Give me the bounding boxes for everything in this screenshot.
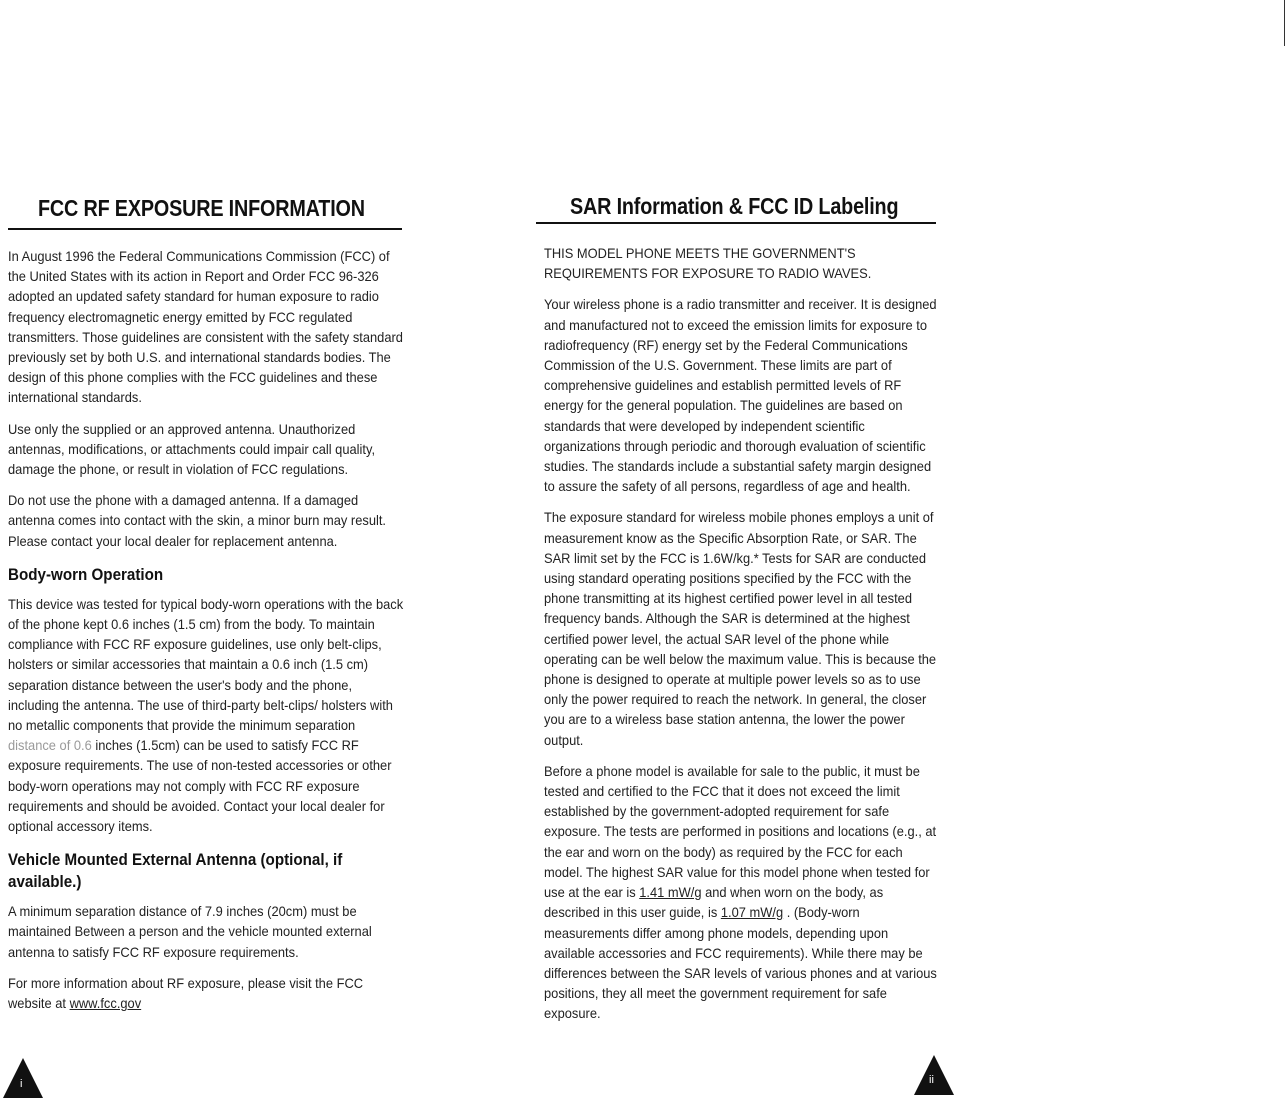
more-info-text: For more information about RF exposure, please visit the FCC website at	[8, 974, 364, 1012]
sar-text-c: . (Body-worn measurements differ among phone models, depending upon available accessories and FCC requirements). While there may be differences between the SAR levels of various phones and at various positions, they all meet the government requirement for safe exposure.	[544, 904, 937, 1022]
page-number-triangle-left	[3, 1058, 43, 1098]
page-number-left: i	[20, 1078, 23, 1090]
left-body	[8, 246, 408, 1024]
page-number-triangle-right	[914, 1055, 954, 1095]
sar-text-a: Before a phone model is available for sale to the public, it must be tested and certified to the FCC that it does not exceed the limit established by the government-adopted requirement for safe exposure. The tests are performed in positions and locations (e.g., at the ear and worn on the body) as required by the FCC for each model. The highest SAR value for this model phone when tested for use at the ear is	[544, 762, 937, 901]
vehicle-antenna-paragraph: A minimum separation distance of 7.9 inches (20cm) must be maintained Between a person and the vehicle mounted external antenna to satisfy FCC RF exposure requirements.	[8, 903, 372, 960]
body-worn-faint-text: distance of 0.6	[8, 737, 92, 754]
more-info-paragraph	[8, 973, 405, 1013]
body-worn-heading: Body-worn Operation	[8, 565, 164, 584]
sar-body-value: 1.07 mW/g	[720, 904, 784, 921]
page-edge-line	[1284, 0, 1285, 46]
left-page-title: FCC RF EXPOSURE INFORMATION	[38, 195, 365, 221]
antenna-paragraph: Use only the supplied or an approved antenna. Unauthorized antennas, modifications, or attachments could impair call quality, damage the phone, or result in violation of FCC regulations.	[8, 420, 376, 478]
body-worn-paragraph	[8, 594, 405, 836]
sar-ear-value: 1.41 mW/g	[639, 884, 702, 901]
fcc-intro-paragraph: In August 1996 the Federal Communications Commission (FCC) of the United States with its action in Report and Order FCC 96-326 adopted an updated safety standard for human exposure to radio frequency electromagnetic energy emitted by FCC regulated transmitters. Those guidelines are consistent with the safety standard previously set by both U.S. and international standards bodies. The design of this phone complies with the FCC guidelines and these international standards.	[8, 248, 403, 406]
meets-requirements-paragraph: THIS MODEL PHONE MEETS THE GOVERNMENT'S REQUIREMENTS FOR EXPOSURE TO RADIO WAVES.	[544, 245, 872, 282]
right-body	[544, 243, 944, 1035]
sar-values-paragraph	[544, 761, 941, 1024]
exposure-standard-paragraph: The exposure standard for wireless mobile phones employs a unit of measurement know as the Specific Absorption Rate, or SAR. The SAR limit set by the FCC is 1.6W/kg.* Tests for SAR are conducted using standard operating positions specified by the FCC with the phone transmitting at its highest certified power level in all tested frequency bands. Although the SAR is determined at the highest certified power level, the actual SAR level of the phone while operating can be well below the maximum value. This is because the phone is designed to operate at multiple power levels so as to use only the power required to reach the network. In general, the closer you are to a wireless base station antenna, the lower the power output.	[544, 509, 937, 748]
right-title-rule	[536, 222, 936, 224]
left-title-rule	[8, 228, 402, 230]
damaged-antenna-paragraph: Do not use the phone with a damaged antenna. If a damaged antenna comes into contact with the skin, a minor burn may result. Please contact your local dealer for replacement antenna.	[8, 492, 387, 549]
page-number-right: ii	[929, 1074, 934, 1086]
body-worn-text-a: This device was tested for typical body-worn operations with the back of the phone kept 0.6 inches (1.5 cm) from the body. To maintain compliance with FCC RF exposure guidelines, use only belt-clips, holsters or similar accessories that maintain a 0.6 inch (1.5 cm) separation distance between the user's body and the phone, including the antenna. The use of third-party belt-clips/ holsters with no metallic components that provide the minimum separation	[8, 595, 404, 734]
vehicle-antenna-heading: Vehicle Mounted External Antenna (optional, if available.)	[8, 851, 343, 892]
fcc-website-link[interactable]: www.fcc.gov	[69, 995, 142, 1012]
sar-text-b: and when worn on the body, as described in this user guide, is	[544, 884, 884, 921]
transmitter-paragraph: Your wireless phone is a radio transmitter and receiver. It is designed and manufactured not to exceed the emission limits for exposure to radiofrequency (RF) energy set by the Federal Communications Commission of the U.S. Government. These limits are part of comprehensive guidelines and establish permitted levels of RF energy for the general population. The guidelines are based on standards that were developed by independent scientific organizations through periodic and thorough evaluation of scientific studies. The standards include a substantial safety margin designed to assure the safety of all persons, regardless of age and health.	[544, 296, 937, 495]
body-worn-text-b: inches (1.5cm) can be used to satisfy FCC RF exposure requirements. The use of non-tested accessories or other body-worn operations may not comply with FCC RF exposure requirements and should be avoided. Contact your local dealer for optional accessory items.	[8, 737, 392, 835]
right-page-title: SAR Information & FCC ID Labeling	[570, 193, 899, 219]
